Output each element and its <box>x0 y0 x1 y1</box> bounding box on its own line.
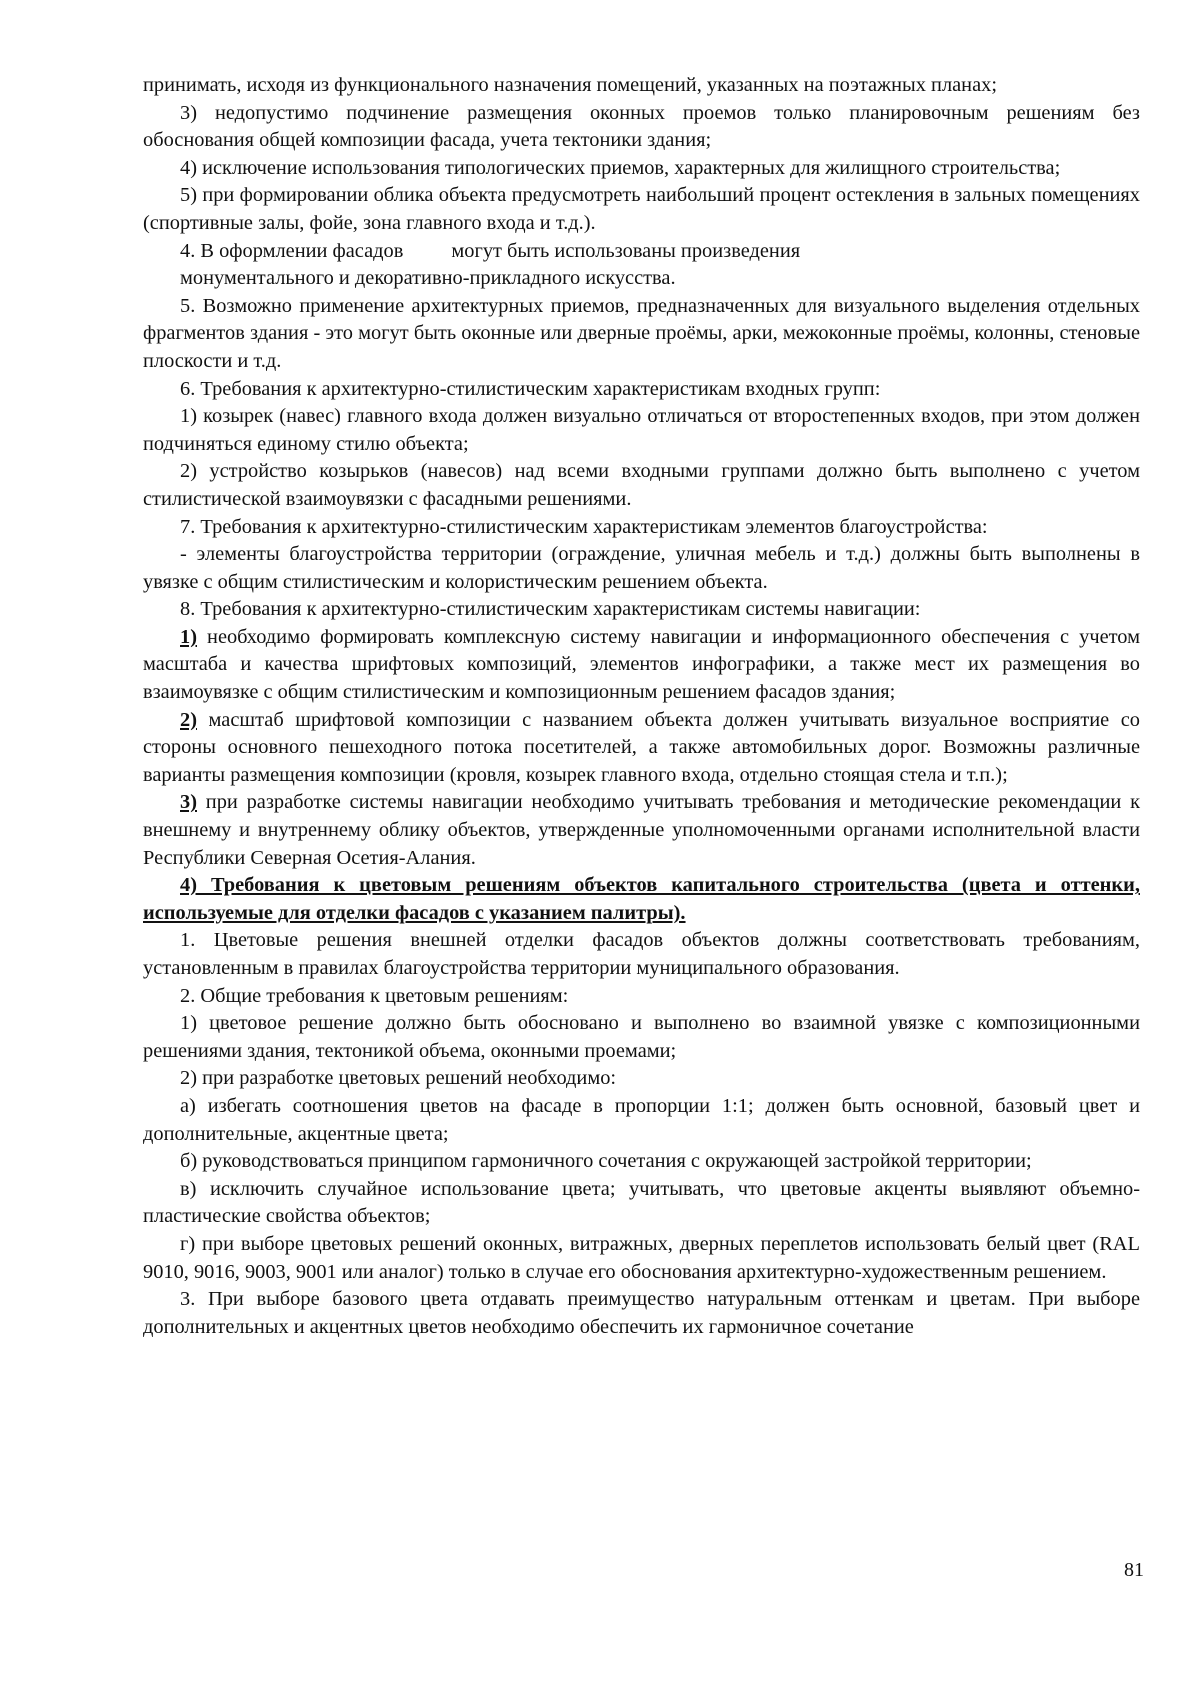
section-4-line-2: монументального и декоративно-прикладного искусства. <box>180 267 676 290</box>
paragraph-continuation: принимать, исходя из функционального назначения помещений, указанных на поэтажных планах; <box>143 74 998 96</box>
section-6: 6. Требования к архитектурно-стилистическим характеристикам входных групп: <box>180 377 881 400</box>
color-item-1: 1. Цветовые решения внешней отделки фасадов объектов должны соответствовать требованиям, установленным в правилах благоустройства территории муниципального образования. <box>143 929 1140 979</box>
section-8-item-2 <box>143 707 1140 790</box>
paragraph-item-4: 4) исключение использования типологических приемов, характерных для жилищного строительства; <box>180 156 1061 179</box>
section-8-item-2-text: масштаб шрифтовой композиции с названием объекта должен учитывать визуальное восприятие со стороны основного пешеходного потока посетителей, а также автомобильных дорог. Возможны различные варианты размещения композиции (кровля, козырек главного входа, отдельно стоящая стела и т.п.); <box>143 708 1140 786</box>
section-8-item-1-text: необходимо формировать комплексную систему навигации и информационного обеспечения с учетом масштаба и качества шрифтовых композиций, элементов инфографики, а также мест их размещения во взаимоувязке с общим стилистическим и композиционным решением фасадов здания; <box>143 625 1140 704</box>
section-6-item-1: 1) козырек (навес) главного входа должен визуально отличаться от второстепенных входов, при этом должен подчиняться единому стилю объекта; <box>143 405 1140 455</box>
section-8-item-3-number: 3) <box>180 791 197 814</box>
section-6-item-2: 2) устройство козырьков (навесов) над всеми входными группами должно быть выполнено с учетом стилистической взаимоувязки с фасадными решениями. <box>143 460 1140 510</box>
section-8-item-3 <box>143 789 1140 872</box>
section-8-item-3-text: при разработке системы навигации необходимо учитывать требования и методические рекомендации к внешнему и внутреннему облику объектов, утвержденные уполномоченными органами исполнительной власти Республики Северная Осетия-Алания. <box>143 791 1140 869</box>
section-8-item-1-number: 1) <box>180 625 197 648</box>
color-item-2-g: г) при выборе цветовых решений оконных, витражных, дверных переплетов использовать белый цвет (RAL 9010, 9016, 9003, 9001 или аналог) только в случае его обоснования архитектурно-художественным решением. <box>143 1232 1140 1283</box>
paragraph-item-3: 3) недопустимо подчинение размещения оконных проемов только планировочным решениям без обоснования общей композиции фасада, учета тектоники здания; <box>143 101 1140 152</box>
section-4-text-b: могут быть использованы произведения <box>451 239 801 262</box>
color-item-2-1: 1) цветовое решение должно быть обосновано и выполнено во взаимной увязке с композиционными решениями здания, тектоникой объема, оконными проемами; <box>143 1012 1140 1062</box>
paragraph-item-5: 5) при формировании облика объекта предусмотреть наибольший процент остекления в зальных помещениях (спортивные залы, фойе, зона главного входа и т.д.). <box>143 184 1140 234</box>
color-item-2-2: 2) при разработке цветовых решений необходимо: <box>180 1067 617 1090</box>
document-page <box>143 72 1140 1341</box>
color-item-3: 3. При выборе базового цвета отдавать преимущество натуральным оттенкам и цветам. При выборе дополнительных и акцентных цветов необходимо обеспечить их гармоничное сочетание <box>143 1288 1140 1338</box>
color-item-2-b: б) руководствоваться принципом гармоничного сочетания с окружающей застройкой территории; <box>180 1150 1032 1173</box>
section-7: 7. Требования к архитектурно-стилистическим характеристикам элементов благоустройства: <box>180 515 988 538</box>
section-4-text-a: 4. В оформлении фасадов <box>180 239 404 262</box>
page-number: 81 <box>1124 1559 1144 1581</box>
color-item-2-v: в) исключить случайное использование цвета; учитывать, что цветовые акценты выявляют объемно-пластические свойства объектов; <box>143 1177 1140 1228</box>
section-7-item-1: - элементы благоустройства территории (ограждение, уличная мебель и т.д.) должны быть выполнены в увязке с общим стилистическим и колористическим решением объекта. <box>143 543 1140 593</box>
section-8: 8. Требования к архитектурно-стилистическим характеристикам системы навигации: <box>180 598 921 621</box>
color-item-2-a: а) избегать соотношения цветов на фасаде в пропорции 1:1; должен быть основной, базовый цвет и дополнительные, акцентные цвета; <box>143 1094 1140 1145</box>
section-8-item-2-number: 2) <box>180 708 197 731</box>
section-8-item-1 <box>143 624 1140 707</box>
section-4-line <box>143 238 1140 266</box>
color-requirements-heading: 4) Требования к цветовым решениям объектов капитального строительства (цвета и оттенки, используемые для отделки фасадов с указанием палитры). <box>143 874 1140 924</box>
color-item-2: 2. Общие требования к цветовым решениям: <box>180 984 569 1007</box>
section-5: 5. Возможно применение архитектурных приемов, предназначенных для визуального выделения отдельных фрагментов здания - это могут быть оконные или дверные проёмы, арки, межоконные проёмы, колонны, стеновые плоскости и т.д. <box>143 294 1140 372</box>
